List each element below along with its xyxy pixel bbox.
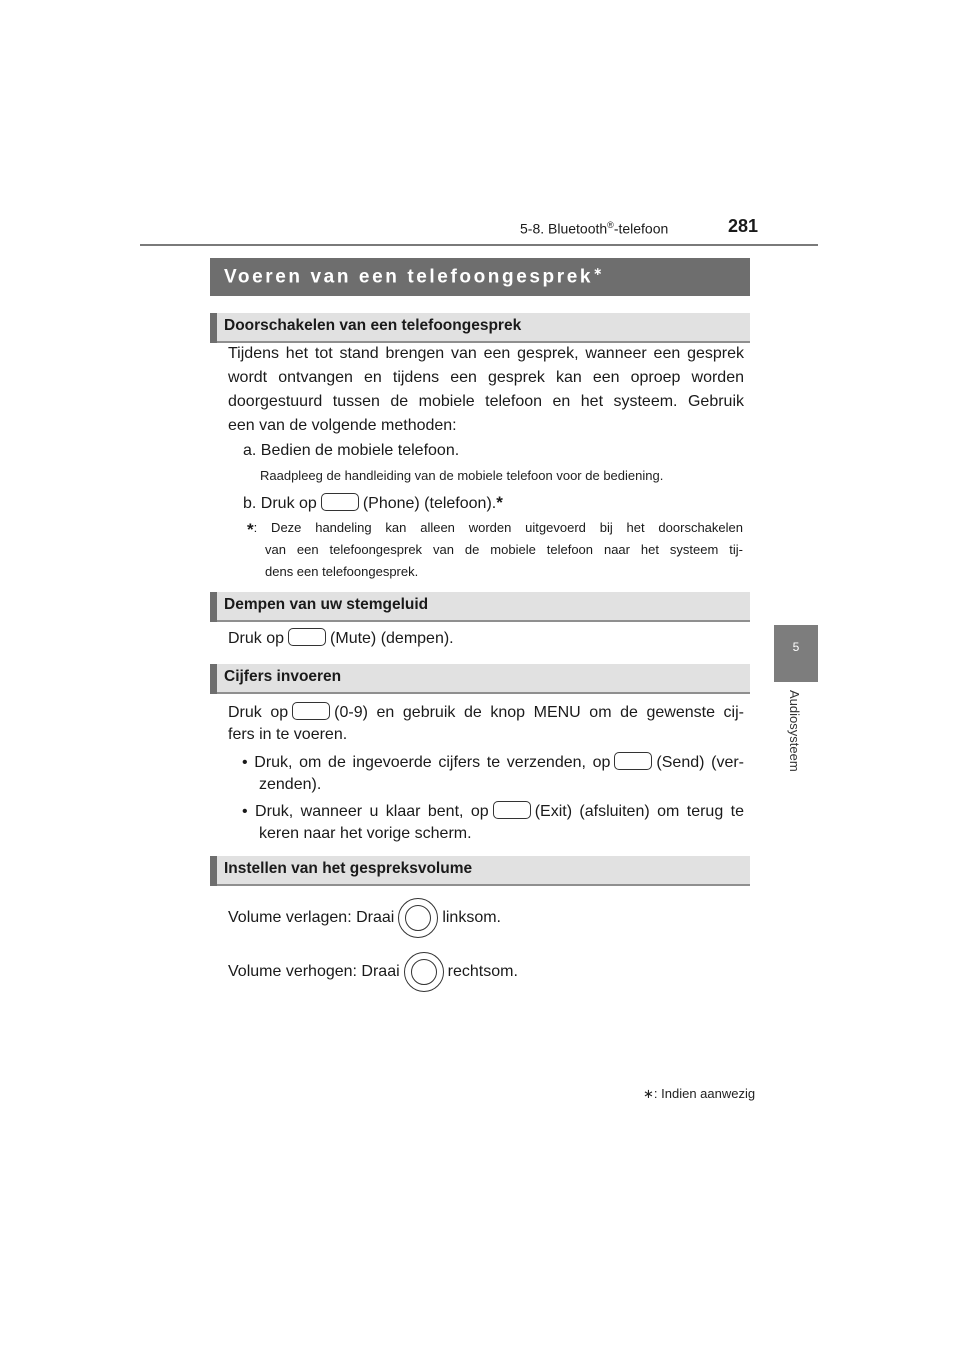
mute-instruction: Druk op (Mute) (dempen). [228, 630, 454, 647]
paragraph-line: Tijdens het tot stand brengen van een gesprek, wanneer een gesprek [228, 345, 744, 362]
bullet-exit-line2: keren naar het vorige scherm. [259, 825, 472, 842]
header-rule [140, 244, 818, 246]
phone-button-icon [321, 493, 359, 511]
footnote-line: dens een telefoongesprek. [265, 564, 419, 579]
volume-up-instruction: Volume verhogen: Draai rechtsom. [228, 952, 518, 992]
section-heading-doorschakelen: Doorschakelen van een telefoongesprek [210, 313, 750, 343]
paragraph-line: wordt ontvangen en tijdens een gesprek kan een oproep worden [228, 369, 744, 386]
list-item-a-note: Raadpleeg de handleiding van de mobiele telefoon voor de bediening. [260, 468, 664, 483]
page-title: Voeren van een telefoongesprek∗ [224, 266, 603, 288]
chapter-tab: 5 [774, 625, 818, 682]
digits-button-icon [292, 702, 330, 720]
chapter-label: Audiosysteem [787, 690, 802, 772]
exit-button-icon [493, 801, 531, 819]
knob-icon [404, 952, 444, 992]
bullet-exit: • Druk, wanneer u klaar bent, op (Exit) (afsluiten) om terug te [242, 803, 744, 820]
digits-instruction: Druk op (0-9) en gebruik de knop MENU om de gewenste cij- [228, 704, 744, 721]
availability-note: ∗: Indien aanwezig [643, 1086, 756, 1101]
section-heading-volume: Instellen van het gespreksvolume [210, 856, 750, 886]
page-title-bar [210, 258, 750, 296]
volume-down-instruction: Volume verlagen: Draai linksom. [228, 898, 501, 938]
bullet-send: • Druk, om de ingevoerde cijfers te verzenden, op (Send) (ver- [242, 754, 744, 771]
send-button-icon [614, 752, 652, 770]
page-number: 281 [728, 216, 759, 236]
section-heading-dempen: Dempen van uw stemgeluid [210, 592, 750, 622]
digits-instruction-line2: fers in te voeren. [228, 726, 348, 743]
paragraph-line: doorgestuurd tussen de mobiele telefoon en het systeem. Gebruik [228, 393, 744, 410]
knob-icon [398, 898, 438, 938]
list-item-b: b. Druk op (Phone) (telefoon).* [243, 493, 503, 512]
mute-button-icon [288, 628, 326, 646]
footnote: *: Deze handeling kan alleen worden uitgevoerd bij het doorschakelen [247, 520, 743, 539]
footnote-line: van een telefoongesprek van de mobiele telefoon naar het systeem tij- [265, 542, 743, 557]
list-item-a: a. Bedien de mobiele telefoon. [243, 442, 460, 459]
bullet-send-line2: zenden). [259, 776, 322, 793]
section-label: 5-8. Bluetooth®-telefoon [520, 220, 669, 237]
section-heading-cijfers: Cijfers invoeren [210, 664, 750, 694]
paragraph-line: een van de volgende methoden: [228, 417, 457, 434]
